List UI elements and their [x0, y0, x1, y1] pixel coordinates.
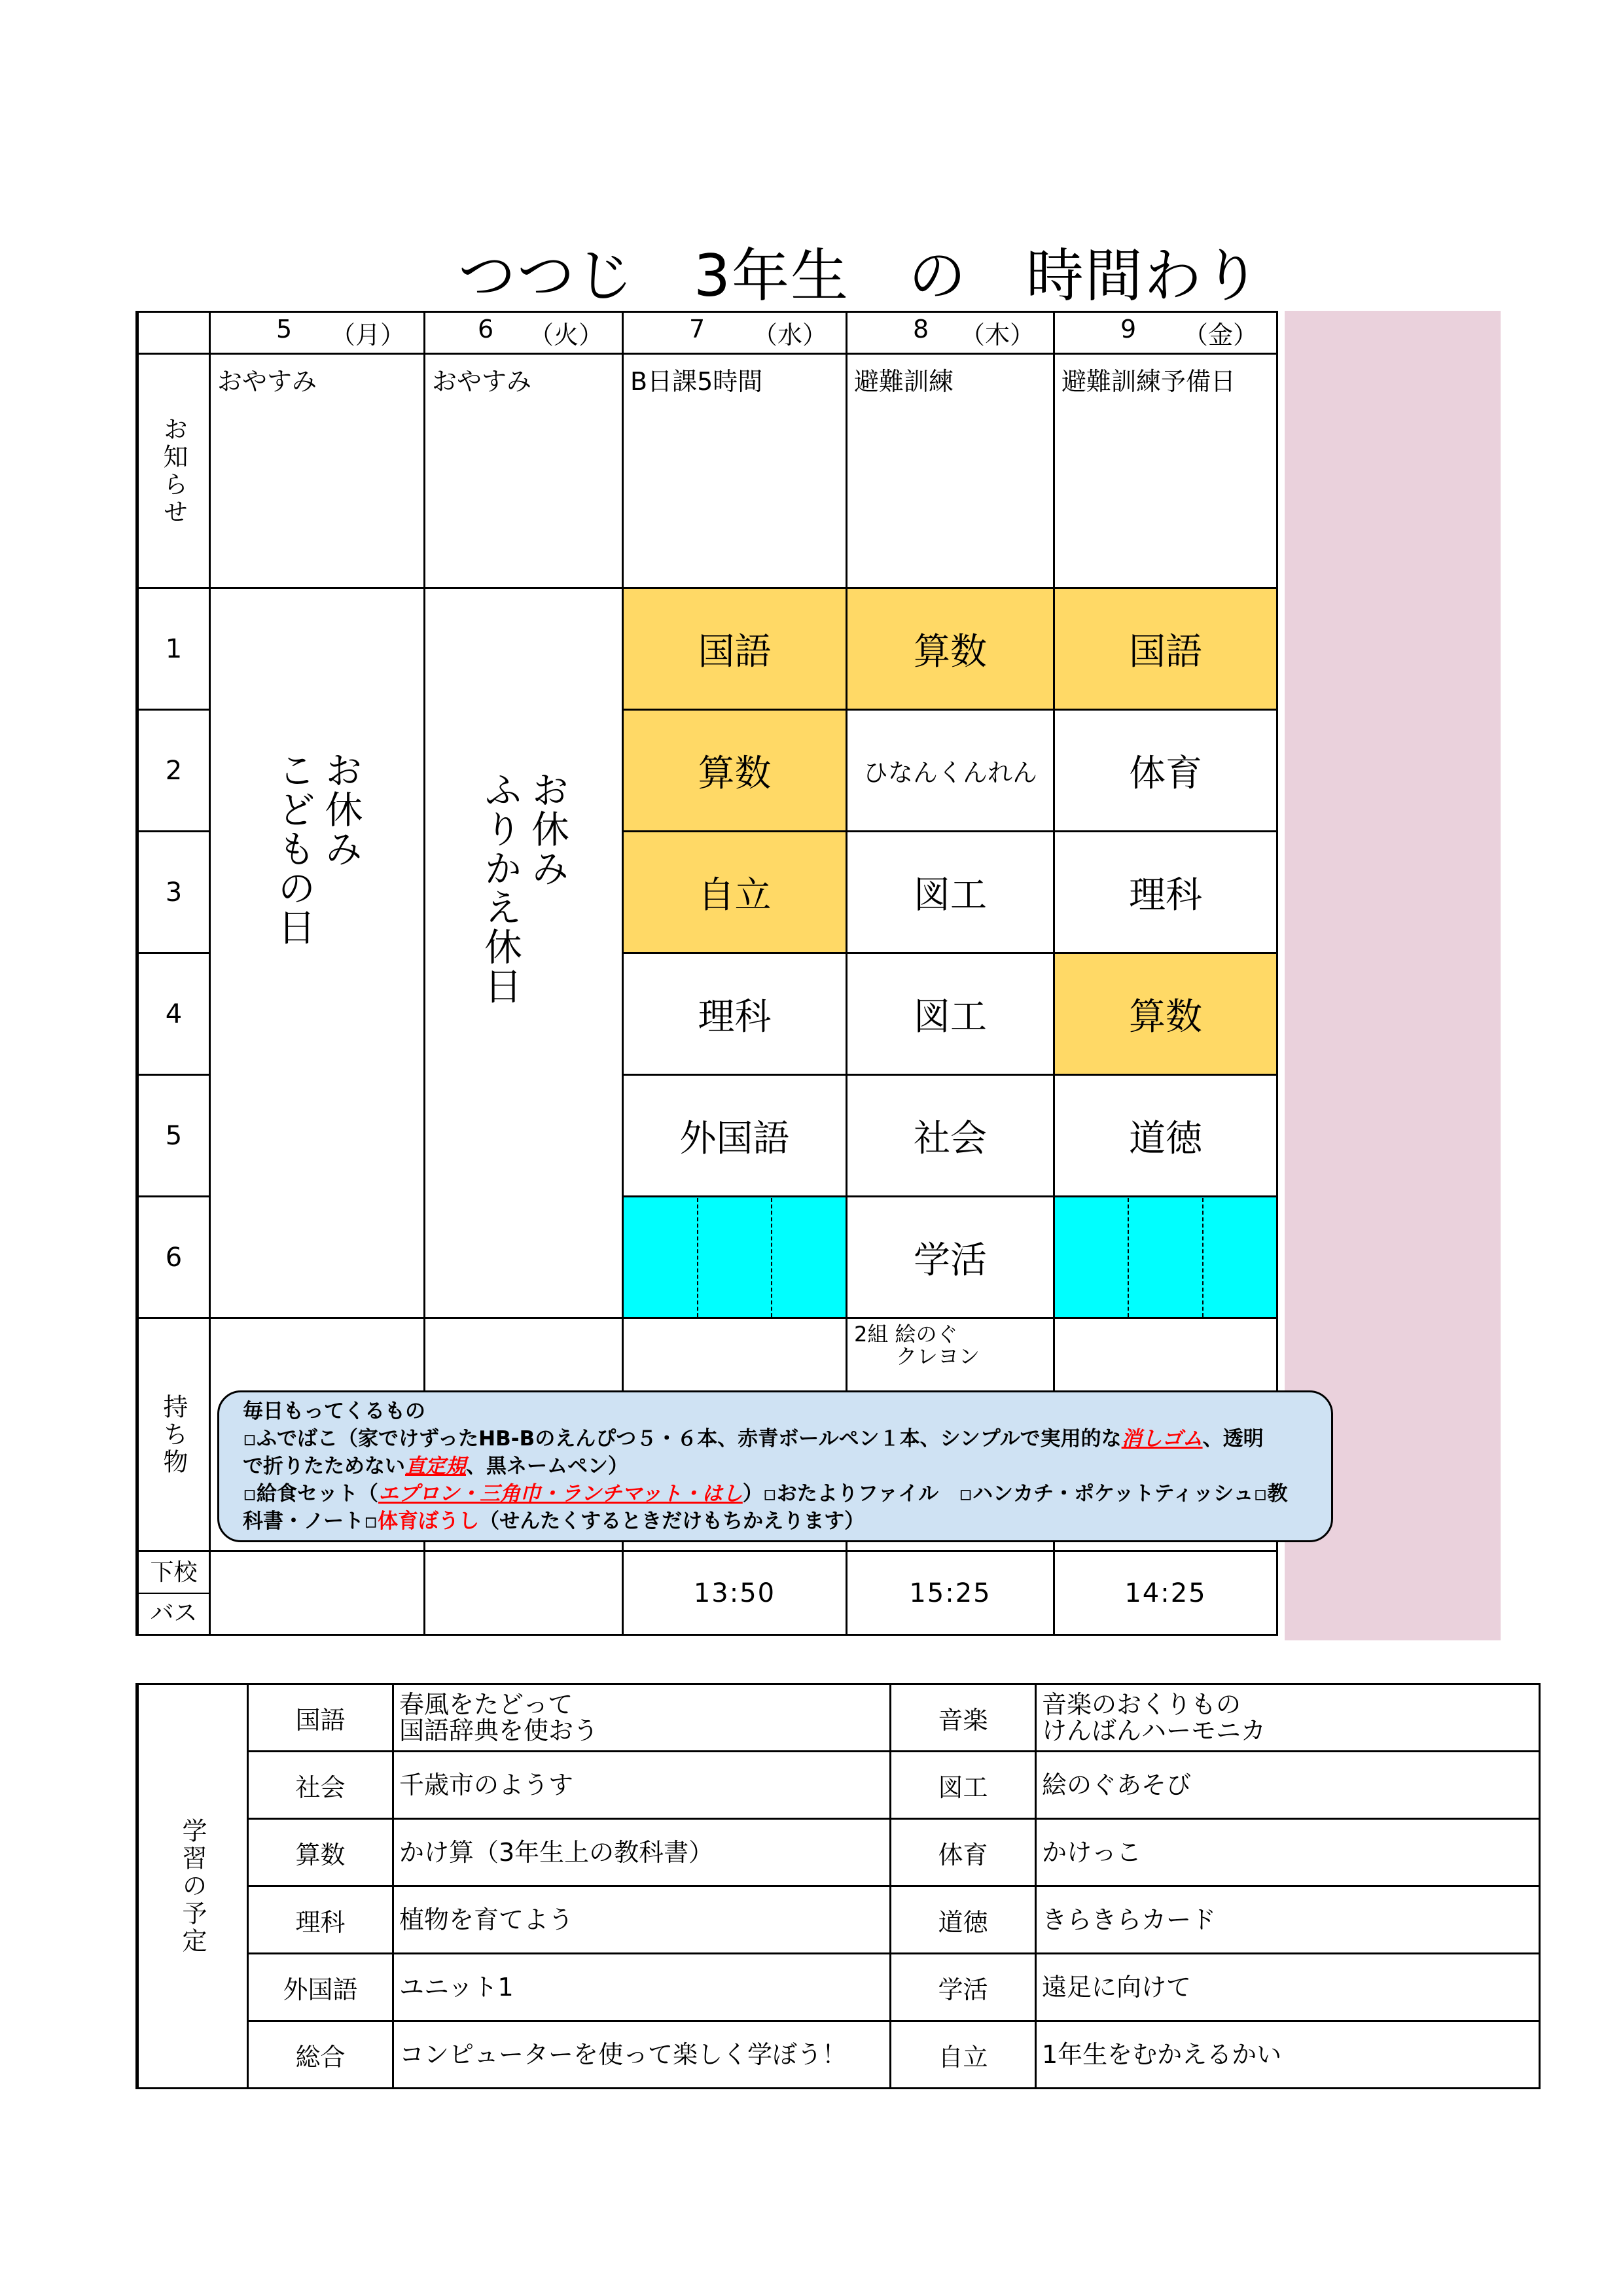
leave-time-mon — [210, 1551, 425, 1635]
plan-subject: 図工 — [891, 1752, 1036, 1819]
plan-subject: 算数 — [248, 1819, 393, 1886]
day-header-thu: 8 （木） — [847, 312, 1054, 354]
period-label-6: 6 — [137, 1197, 210, 1318]
plan-subject: 自立 — [891, 2021, 1036, 2089]
notice-label: お知らせ — [137, 354, 210, 588]
period-label-2: 2 — [137, 710, 210, 832]
plan-content: コンピューターを使って楽しく学ぼう！ — [393, 2021, 891, 2089]
leave-time-tue — [425, 1551, 623, 1635]
page-title: つつじ 3年生 の 時間わり — [458, 242, 1262, 309]
leave-label: 下校 バス — [137, 1551, 210, 1635]
leave-time-fri: 14:25 — [1054, 1551, 1277, 1635]
subject-fri-5: 道徳 — [1054, 1075, 1277, 1197]
plan-label: 学習の予定 — [137, 1684, 248, 2089]
daily-items-line-3: ▫給食セット（エプロン・三角巾・ランチマット・はし）▫おたよりファイル ▫ハンカチ・ポケットティッシュ▫教 — [243, 1482, 1288, 1506]
daily-items-line-2: で折りたためない直定規、黒ネームペン） — [243, 1455, 628, 1478]
notice-tue: おやすみ — [425, 354, 623, 588]
plan-subject: 国語 — [248, 1684, 393, 1752]
day-header-fri: 9 （金） — [1054, 312, 1277, 354]
plan-subject: 総合 — [248, 2021, 393, 2089]
plan-subject: 道徳 — [891, 1886, 1036, 1954]
daily-items-line-1: ▫ふでばこ（家でけずったHB-Bのえんぴつ５・６本、赤青ボールペン１本、シンプルで実用的な消しゴム、透明 — [243, 1427, 1264, 1451]
notice-wed: B日課5時間 — [623, 354, 847, 588]
subject-wed-3: 自立 — [623, 832, 847, 953]
period-label-3: 3 — [137, 832, 210, 953]
plan-content: 春風をたどって 国語辞典を使おう — [393, 1684, 891, 1752]
period-label-1: 1 — [137, 588, 210, 710]
subject-wed-2: 算数 — [623, 710, 847, 832]
belongings-thu: 2組 絵のぐ クレヨン — [847, 1318, 1054, 1551]
subject-thu-3: 図工 — [847, 832, 1054, 953]
subject-wed-1: 国語 — [623, 588, 847, 710]
subject-fri-4: 算数 — [1054, 953, 1277, 1075]
notice-fri: 避難訓練予備日 — [1054, 354, 1277, 588]
corner-cell — [137, 312, 210, 354]
subject-wed-6 — [623, 1197, 847, 1318]
plan-content: かけ算（3年生上の教科書） — [393, 1819, 891, 1886]
belongings-label: 持ち物 — [137, 1318, 210, 1551]
plan-content: 音楽のおくりもの けんばんハーモニカ — [1036, 1684, 1540, 1752]
day-header-tue: 6 （火） — [425, 312, 623, 354]
plan-content: かけっこ — [1036, 1819, 1540, 1886]
plan-subject: 学活 — [891, 1954, 1036, 2021]
day-header-wed: 7 （水） — [623, 312, 847, 354]
subject-thu-6: 学活 — [847, 1197, 1054, 1318]
subject-fri-6 — [1054, 1197, 1277, 1318]
plan-content: 植物を育てよう — [393, 1886, 891, 1954]
plan-content: きらきらカード — [1036, 1886, 1540, 1954]
subject-fri-2: 体育 — [1054, 710, 1277, 832]
plan-content: 遠足に向けて — [1036, 1954, 1540, 2021]
subject-fri-3: 理科 — [1054, 832, 1277, 953]
subject-thu-5: 社会 — [847, 1075, 1054, 1197]
subject-thu-2: ひなんくんれん — [847, 710, 1054, 832]
period-label-5: 5 — [137, 1075, 210, 1197]
subject-thu-4: 図工 — [847, 953, 1054, 1075]
leave-time-wed: 13:50 — [623, 1551, 847, 1635]
plan-subject: 音楽 — [891, 1684, 1036, 1752]
plan-content: 千歳市のようす — [393, 1752, 891, 1819]
plan-subject: 外国語 — [248, 1954, 393, 2021]
plan-subject: 理科 — [248, 1886, 393, 1954]
plan-subject: 体育 — [891, 1819, 1036, 1886]
holiday-mon — [210, 588, 425, 1318]
daily-items-note — [217, 1390, 1333, 1542]
plan-subject: 社会 — [248, 1752, 393, 1819]
leave-time-thu: 15:25 — [847, 1551, 1054, 1635]
holiday-mon-text: お休み こどもの日 — [271, 750, 363, 947]
holiday-tue-text: お休み ふりかえ休日 — [478, 769, 569, 1006]
day-header-mon: 5 （月） — [210, 312, 425, 354]
subject-thu-1: 算数 — [847, 588, 1054, 710]
daily-items-heading: 毎日もってくるもの — [243, 1400, 425, 1423]
holiday-tue — [425, 588, 623, 1318]
notice-thu: 避難訓練 — [847, 354, 1054, 588]
notice-mon: おやすみ — [210, 354, 425, 588]
subject-fri-1: 国語 — [1054, 588, 1277, 710]
subject-wed-5: 外国語 — [623, 1075, 847, 1197]
plan-content: ユニット1 — [393, 1954, 891, 2021]
subject-wed-4: 理科 — [623, 953, 847, 1075]
daily-items-line-4: 科書・ノート▫体育ぼうし（せんたくするときだけもちかえります） — [243, 1510, 865, 1533]
plan-content: 絵のぐあそび — [1036, 1752, 1540, 1819]
study-plan-table — [135, 1683, 1541, 2089]
plan-content: 1年生をむかえるかい — [1036, 2021, 1540, 2089]
period-label-4: 4 — [137, 953, 210, 1075]
